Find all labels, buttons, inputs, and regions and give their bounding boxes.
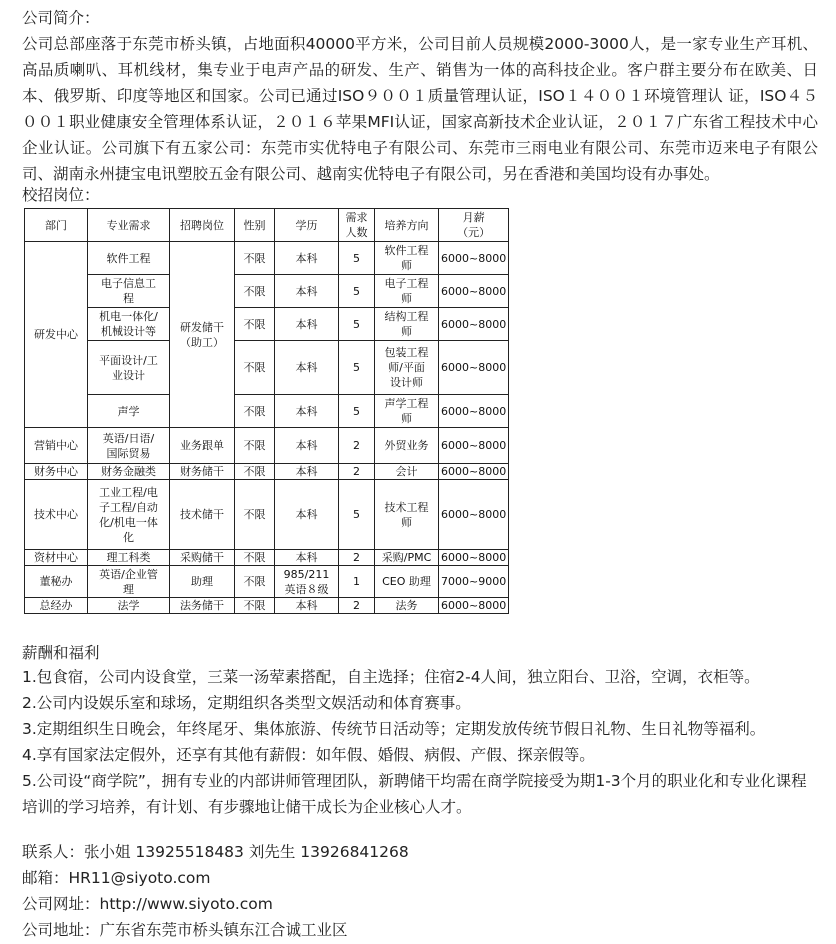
table-row bbox=[25, 550, 509, 566]
cell-major: 软件工程 bbox=[88, 242, 170, 275]
table-row bbox=[25, 480, 509, 550]
cell-count: 2 bbox=[339, 464, 375, 480]
cell-salary: 6000~8000 bbox=[439, 308, 509, 341]
cell-count: 5 bbox=[339, 308, 375, 341]
cell-direction: 会计 bbox=[375, 464, 439, 480]
cell-edu: 本科 bbox=[275, 480, 339, 550]
cell-gender: 不限 bbox=[235, 308, 275, 341]
cell-count: 5 bbox=[339, 275, 375, 308]
header-gender: 性别 bbox=[235, 209, 275, 242]
cell-gender: 不限 bbox=[235, 550, 275, 566]
table-header-row bbox=[25, 209, 509, 242]
jobs-title: 校招岗位： bbox=[22, 186, 100, 204]
benefit-item: 1.包食宿，公司内设食堂，三菜一汤荤素搭配，自主选择；住宿2-4人间，独立阳台、卫浴，空调，衣柜等。 bbox=[22, 668, 760, 686]
cell-direction: 外贸业务 bbox=[375, 428, 439, 464]
benefits-list bbox=[22, 664, 822, 820]
cell-salary: 6000~8000 bbox=[439, 275, 509, 308]
cell-salary: 6000~8000 bbox=[439, 242, 509, 275]
table-row bbox=[25, 464, 509, 480]
cell-salary: 6000~8000 bbox=[439, 395, 509, 428]
jobs-table bbox=[24, 208, 509, 614]
cell-edu: 本科 bbox=[275, 395, 339, 428]
cell-direction: 软件工程 师 bbox=[375, 242, 439, 275]
table-row bbox=[25, 242, 509, 275]
table-row bbox=[25, 308, 509, 341]
cell-gender: 不限 bbox=[235, 566, 275, 598]
cell-salary: 6000~8000 bbox=[439, 464, 509, 480]
cell-gender: 不限 bbox=[235, 242, 275, 275]
cell-count: 2 bbox=[339, 598, 375, 614]
cell-dept: 技术中心 bbox=[25, 480, 88, 550]
cell-salary: 6000~8000 bbox=[439, 428, 509, 464]
header-post: 招聘岗位 bbox=[170, 209, 235, 242]
intro-title: 公司简介： bbox=[22, 9, 100, 27]
cell-count: 5 bbox=[339, 395, 375, 428]
cell-edu: 本科 bbox=[275, 308, 339, 341]
header-count: 需求 人数 bbox=[339, 209, 375, 242]
cell-dept: 营销中心 bbox=[25, 428, 88, 464]
intro-body: 公司总部座落于东莞市桥头镇，占地面积40000平方米，公司目前人员规模2000-3000人，是一家专业生产耳机、高品质喇叭、耳机线材，集专业于电声产品的研发、生产、销售为一体的高科技企业。客户群主要分布在欧美、日本、俄罗斯、印度等地区和国家。公司已通过ISO９００１质量管理认证，ISO１４００１环境管理认 证，ISO４５００１职业健康安全管理体系认证，２０１６苹果MFI认证，国家高新技术企业认证，２０１７广东省工程技术中心企业认证。公司旗下有五家公司：东莞市实优特电子有限公司、东莞市三雨电业有限公司、东莞市迈来电子有限公司、湖南永州捷宝电讯塑胶五金有限公司、越南实优特电子有限公司，另在香港和美国均设有办事处。 bbox=[22, 35, 818, 183]
cell-post: 采购储干 bbox=[170, 550, 235, 566]
cell-post: 业务跟单 bbox=[170, 428, 235, 464]
cell-dept: 资材中心 bbox=[25, 550, 88, 566]
benefit-item: 3.定期组织生日晚会，年终尾牙、集体旅游、传统节日活动等；定期发放传统节假日礼物、生日礼物等福利。 bbox=[22, 720, 766, 738]
header-direction: 培养方向 bbox=[375, 209, 439, 242]
cell-edu: 本科 bbox=[275, 550, 339, 566]
header-dept: 部门 bbox=[25, 209, 88, 242]
cell-edu: 本科 bbox=[275, 341, 339, 395]
cell-post: 财务储干 bbox=[170, 464, 235, 480]
cell-gender: 不限 bbox=[235, 598, 275, 614]
cell-edu: 985/211 英语８级 bbox=[275, 566, 339, 598]
contact-address: 公司地址：广东省东莞市桥头镇东江合诚工业区 bbox=[22, 921, 348, 939]
cell-major: 电子信息工 程 bbox=[88, 275, 170, 308]
benefit-item: 2.公司内设娱乐室和球场，定期组织各类型文娱活动和体育赛事。 bbox=[22, 694, 471, 712]
cell-gender: 不限 bbox=[235, 428, 275, 464]
cell-major: 声学 bbox=[88, 395, 170, 428]
cell-edu: 本科 bbox=[275, 428, 339, 464]
contact-website: 公司网址：http://www.siyoto.com bbox=[22, 895, 273, 913]
cell-direction: 包装工程 师/平面 设计师 bbox=[375, 341, 439, 395]
benefit-item: 4.享有国家法定假外，还享有其他有薪假：如年假、婚假、病假、产假、探亲假等。 bbox=[22, 746, 595, 764]
cell-dept: 董秘办 bbox=[25, 566, 88, 598]
cell-salary: 6000~8000 bbox=[439, 598, 509, 614]
cell-gender: 不限 bbox=[235, 480, 275, 550]
cell-count: 5 bbox=[339, 480, 375, 550]
cell-gender: 不限 bbox=[235, 341, 275, 395]
header-edu: 学历 bbox=[275, 209, 339, 242]
cell-gender: 不限 bbox=[235, 464, 275, 480]
cell-major: 工业工程/电 子工程/自动 化/机电一体 化 bbox=[88, 480, 170, 550]
cell-dept: 总经办 bbox=[25, 598, 88, 614]
cell-major: 英语/日语/ 国际贸易 bbox=[88, 428, 170, 464]
table-row bbox=[25, 566, 509, 598]
benefits-title: 薪酬和福利 bbox=[22, 644, 100, 662]
cell-dept: 研发中心 bbox=[25, 242, 88, 428]
cell-edu: 本科 bbox=[275, 275, 339, 308]
contact-email: 邮箱：HR11@siyoto.com bbox=[22, 869, 211, 887]
cell-post: 助理 bbox=[170, 566, 235, 598]
cell-count: 5 bbox=[339, 341, 375, 395]
cell-count: 1 bbox=[339, 566, 375, 598]
table-row bbox=[25, 341, 509, 395]
cell-salary: 6000~8000 bbox=[439, 480, 509, 550]
cell-gender: 不限 bbox=[235, 395, 275, 428]
cell-post: 法务储干 bbox=[170, 598, 235, 614]
cell-gender: 不限 bbox=[235, 275, 275, 308]
cell-direction: 法务 bbox=[375, 598, 439, 614]
cell-count: 2 bbox=[339, 550, 375, 566]
cell-post: 技术储干 bbox=[170, 480, 235, 550]
cell-dept: 财务中心 bbox=[25, 464, 88, 480]
contact-person: 联系人：张小姐 13925518483 刘先生 13926841268 bbox=[22, 843, 409, 861]
cell-edu: 本科 bbox=[275, 598, 339, 614]
cell-post: 研发储干 （助工） bbox=[170, 242, 235, 428]
cell-count: 5 bbox=[339, 242, 375, 275]
cell-major: 机电一体化/ 机械设计等 bbox=[88, 308, 170, 341]
cell-salary: 6000~8000 bbox=[439, 550, 509, 566]
cell-direction: 结构工程 师 bbox=[375, 308, 439, 341]
cell-salary: 6000~8000 bbox=[439, 341, 509, 395]
contact-block bbox=[22, 839, 822, 943]
header-salary: 月薪 （元） bbox=[439, 209, 509, 242]
cell-direction: 电子工程 师 bbox=[375, 275, 439, 308]
cell-major: 法学 bbox=[88, 598, 170, 614]
table-row bbox=[25, 428, 509, 464]
cell-major: 理工科类 bbox=[88, 550, 170, 566]
cell-direction: CEO 助理 bbox=[375, 566, 439, 598]
cell-salary: 7000~9000 bbox=[439, 566, 509, 598]
header-major: 专业需求 bbox=[88, 209, 170, 242]
table-row bbox=[25, 598, 509, 614]
cell-count: 2 bbox=[339, 428, 375, 464]
cell-direction: 技术工程 师 bbox=[375, 480, 439, 550]
cell-major: 财务金融类 bbox=[88, 464, 170, 480]
cell-direction: 采购/PMC bbox=[375, 550, 439, 566]
table-row bbox=[25, 395, 509, 428]
table-row bbox=[25, 275, 509, 308]
cell-major: 英语/企业管 理 bbox=[88, 566, 170, 598]
cell-edu: 本科 bbox=[275, 242, 339, 275]
cell-edu: 本科 bbox=[275, 464, 339, 480]
cell-direction: 声学工程 师 bbox=[375, 395, 439, 428]
benefit-item: 5.公司设“商学院”，拥有专业的内部讲师管理团队，新聘储干均需在商学院接受为期1-3个月的职业化和专业化课程培训的学习培养，有计划、有步骤地让储干成长为企业核心人才。 bbox=[22, 772, 807, 816]
cell-major: 平面设计/工 业设计 bbox=[88, 341, 170, 395]
